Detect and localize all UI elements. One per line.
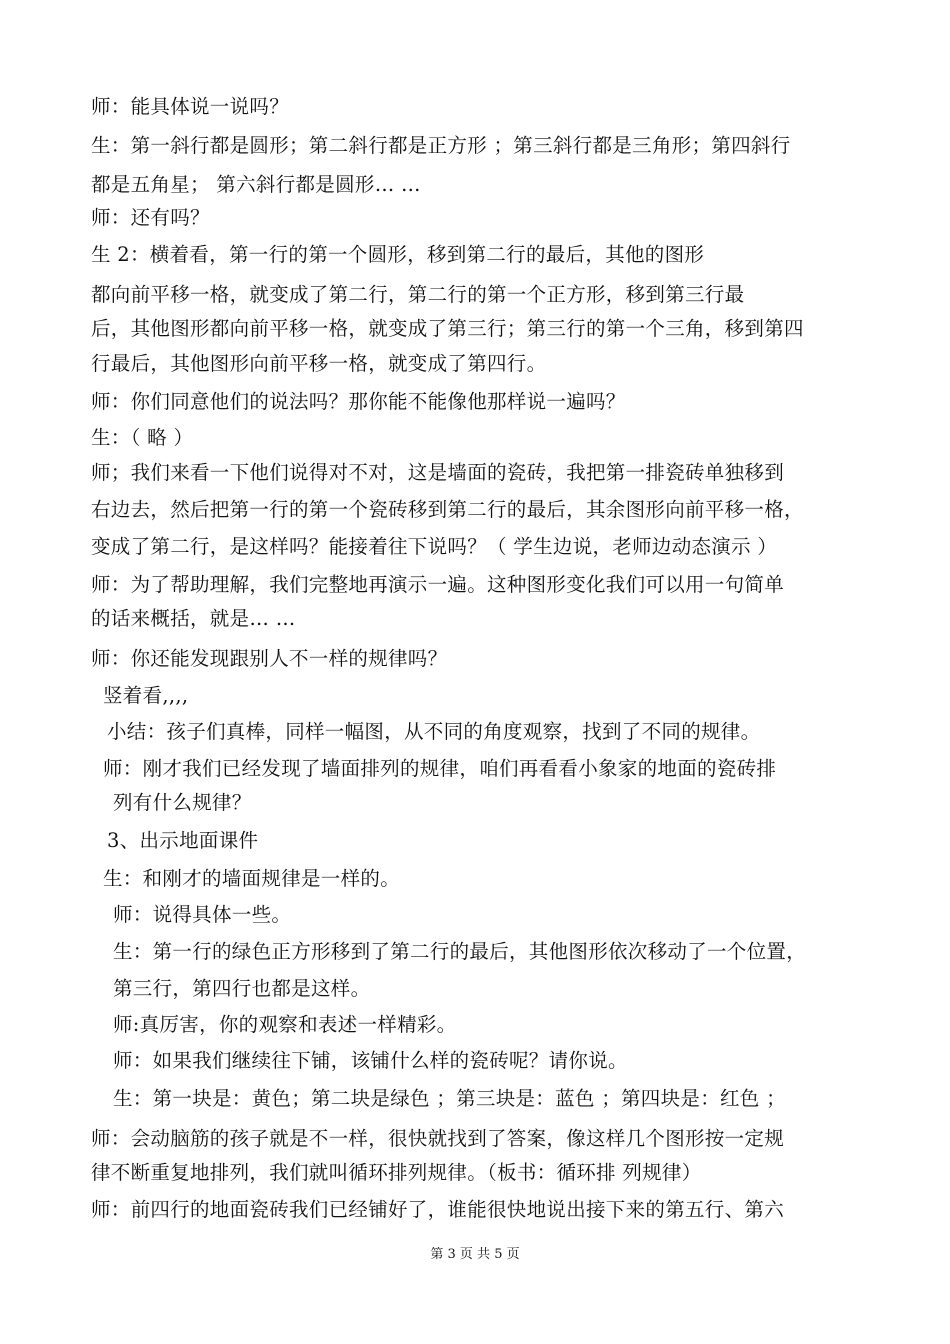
text-line: 师:真厉害，你的观察和表述一样精彩。 xyxy=(113,1013,457,1036)
text-line: 行最后，其他图形向前平移一格，就变成了第四行。 xyxy=(91,352,547,375)
text-line: 生：和刚才的墙面规律是一样的。 xyxy=(103,867,401,890)
text-line: 都是五角星； 第六斜行都是圆形… … xyxy=(91,173,421,196)
text-line: 后，其他图形都向前平移一格，就变成了第三行；第三行的第一个三角，移到第四 xyxy=(91,317,804,340)
text-line: 生：（ 略 ） xyxy=(91,426,194,449)
text-line: 生：第一行的绿色正方形移到了第二行的最后，其他图形依次移动了一个位置， xyxy=(113,940,807,963)
text-line: 的话来概括，就是… … xyxy=(91,607,296,630)
text-line: 竖着看,,,, xyxy=(103,684,189,707)
text-line: 列有什么规律？ xyxy=(113,791,252,814)
text-line: 师：你还能发现跟别人不一样的规律吗？ xyxy=(91,647,448,670)
text-line: 3、出示地面课件 xyxy=(107,829,259,852)
text-line: 师：为了帮助理解，我们完整地再演示一遍。这种图形变化我们可以用一句简单 xyxy=(91,573,785,596)
text-line: 小结：孩子们真棒，同样一幅图，从不同的角度观察，找到了不同的规律。 xyxy=(107,720,761,743)
text-line: 师：前四行的地面瓷砖我们已经铺好了，谁能很快地说出接下来的第五行、第六 xyxy=(91,1198,785,1221)
text-line: 师：刚才我们已经发现了墙面排列的规律，咱们再看看小象家的地面的瓷砖排 xyxy=(103,757,777,780)
text-line: 右边去，然后把第一行的第一个瓷砖移到第二行的最后，其余图形向前平移一格， xyxy=(91,498,804,521)
text-line: 生：第一斜行都是圆形；第二斜行都是正方形 ；第三斜行都是三角形；第四斜行 xyxy=(91,134,791,157)
text-line: 都向前平移一格，就变成了第二行，第二行的第一个正方形，移到第三行最 xyxy=(91,283,745,306)
text-line: 师：说得具体一些。 xyxy=(113,903,292,926)
text-line: 师：你们同意他们的说法吗？那你能不能像他那样说一遍吗？ xyxy=(91,390,626,413)
text-line: 生：第一块是：黄色；第二块是绿色 ；第三块是：蓝色 ；第四块是：红色 ； xyxy=(113,1087,786,1110)
text-line: 师；我们来看一下他们说得对不对，这是墙面的瓷砖，我把第一排瓷砖单独移到 xyxy=(91,461,785,484)
text-line: 师：如果我们继续往下铺，该铺什么样的瓷砖呢？请你说。 xyxy=(113,1049,628,1072)
text-line: 师：还有吗？ xyxy=(91,206,210,229)
text-line: 师：会动脑筋的孩子就是不一样，很快就找到了答案，像这样几个图形按一定规 xyxy=(91,1127,785,1150)
text-line: 生 2：横着看，第一行的第一个圆形，移到第二行的最后，其他的图形 xyxy=(91,243,705,266)
text-line: 律不断重复地排列，我们就叫循环排列规律。（板书：循环排 列规律） xyxy=(91,1161,702,1184)
text-line: 变成了第二行，是这样吗？能接着往下说吗？（ 学生边说，老师边动态演示 ） xyxy=(91,535,778,558)
text-line: 师：能具体说一说吗？ xyxy=(91,95,290,118)
text-line: 第三行，第四行也都是这样。 xyxy=(113,977,371,1000)
page-number-footer: 第 3 页 共 5 页 xyxy=(430,1247,520,1262)
